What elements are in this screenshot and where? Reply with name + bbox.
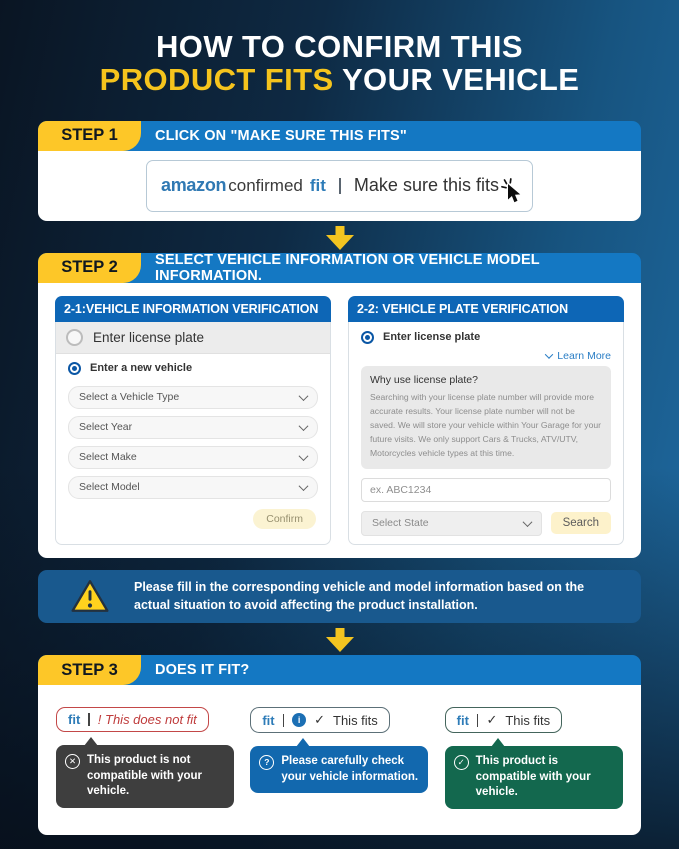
check-icon: ✓ — [314, 712, 326, 728]
fit-status-badge-error — [56, 707, 209, 732]
license-plate-info-box — [361, 366, 611, 469]
year-select[interactable] — [68, 416, 318, 439]
learn-more-label: Learn More — [557, 349, 611, 362]
step3-header — [38, 655, 641, 685]
license-plate-option-row[interactable] — [349, 322, 623, 344]
make-sure-this-fits-widget[interactable] — [146, 160, 533, 212]
chevron-down-icon — [299, 481, 309, 491]
warning-triangle-icon — [70, 578, 110, 614]
make-select[interactable] — [68, 446, 318, 469]
tooltip-not-compatible — [56, 745, 234, 808]
license-plate-option-label: Enter license plate — [383, 331, 481, 344]
fit-status-badge-success — [445, 707, 562, 733]
new-vehicle-option-row[interactable] — [56, 354, 330, 379]
model-select-value: Select Model — [79, 481, 140, 494]
divider — [88, 713, 90, 726]
confirm-row — [70, 509, 316, 529]
step2-card — [38, 253, 641, 558]
step1-card — [38, 121, 641, 221]
warning-text: Please fill in the corresponding vehicle and model information based on the actual situation to avoid affecting the product installation. — [134, 579, 585, 613]
radio-selected-icon[interactable] — [68, 362, 81, 375]
fit-label: fit — [456, 712, 469, 728]
warning-note — [38, 570, 641, 624]
status-text-fits: This fits — [333, 712, 378, 728]
divider — [339, 178, 341, 194]
search-button[interactable]: Search — [551, 512, 611, 534]
new-vehicle-option-label: Enter a new vehicle — [90, 362, 193, 375]
fit-label: fit — [68, 712, 81, 728]
cursor-click-icon — [501, 178, 524, 210]
model-select[interactable] — [68, 476, 318, 499]
tooltip-text: This product is compatible with your vehicle. — [475, 755, 591, 799]
state-row — [361, 511, 611, 536]
down-arrow-icon — [326, 628, 354, 652]
step3-card — [38, 655, 641, 835]
info-box-title: Why use license plate? — [370, 373, 478, 386]
info-box-text: Searching with your license plate number will provide more accurate results. Your license plate number will not be saved. We will store your vehicle within Your Garage for your future visits. We only support Cars & Trucks, ATV/UTV, Motorcycles vehicle types at this time. — [370, 391, 602, 458]
divider — [477, 714, 479, 727]
divider — [283, 714, 285, 727]
confirmed-label: confirmed — [228, 175, 303, 195]
status-text-error: ! This does not fit — [97, 712, 197, 728]
confirm-button[interactable]: Confirm — [253, 509, 316, 529]
vehicle-plate-panel — [348, 296, 624, 545]
step1-header — [38, 121, 641, 151]
title-highlight: PRODUCT FITS — [99, 62, 334, 98]
fit-status-badge-info — [250, 707, 389, 733]
make-select-value: Select Make — [79, 451, 137, 464]
vehicle-information-panel — [55, 296, 331, 545]
tooltip-check-info — [250, 746, 428, 793]
step2-badge: STEP 2 — [38, 253, 141, 283]
tooltip-compatible — [445, 746, 623, 809]
state-select[interactable] — [361, 511, 542, 536]
circle-check-icon: ✓ — [454, 755, 469, 770]
title-rest: YOUR VEHICLE — [333, 62, 580, 98]
radio-selected-icon[interactable] — [361, 331, 374, 344]
panel1-body — [55, 322, 331, 545]
learn-more-link[interactable] — [361, 350, 611, 362]
year-select-value: Select Year — [79, 421, 133, 434]
vehicle-type-select-value: Select a Vehicle Type — [79, 391, 180, 404]
title-line2 — [0, 63, 679, 96]
license-plate-option-row[interactable] — [56, 322, 330, 354]
fit-label: fit — [309, 175, 326, 195]
panel2-title: 2-2: VEHICLE PLATE VERIFICATION — [348, 296, 624, 322]
status-text-fits: This fits — [505, 712, 551, 728]
step3-heading: DOES IT FIT? — [155, 662, 250, 679]
license-plate-option-label: Enter license plate — [93, 329, 205, 345]
down-arrow-icon — [326, 226, 354, 250]
step2-body — [38, 283, 641, 558]
circle-question-icon: ? — [259, 755, 274, 770]
page-title — [0, 0, 679, 97]
license-plate-input[interactable] — [361, 478, 611, 502]
amazon-logo: amazon — [161, 175, 227, 196]
check-icon: ✓ — [486, 712, 498, 728]
step3-badge: STEP 3 — [38, 655, 141, 685]
step2-header — [38, 253, 641, 283]
chevron-down-icon — [299, 421, 309, 431]
step1-body — [38, 151, 641, 221]
case-check-info — [250, 707, 428, 809]
fit-label: fit — [262, 712, 275, 728]
case-does-not-fit — [56, 707, 234, 809]
title-line1: HOW TO CONFIRM THIS — [156, 29, 523, 64]
make-sure-this-fits-link[interactable]: Make sure this fits — [353, 175, 499, 196]
step3-body — [38, 685, 641, 835]
radio-unselected-icon[interactable] — [66, 329, 83, 346]
tooltip-text: Please carefully check your vehicle information. — [281, 755, 419, 783]
info-icon: i — [292, 713, 306, 727]
chevron-down-icon — [545, 350, 553, 358]
tooltip-text: This product is not compatible with your vehicle. — [87, 754, 203, 798]
chevron-down-icon — [522, 517, 532, 527]
panel2-body — [348, 322, 624, 545]
step2-heading: SELECT VEHICLE INFORMATION OR VEHICLE MODEL INFORMATION. — [155, 252, 540, 283]
circle-x-icon: ✕ — [65, 754, 80, 769]
state-select-value: Select State — [372, 517, 429, 530]
step1-heading: CLICK ON "MAKE SURE THIS FITS" — [155, 127, 407, 144]
step1-badge: STEP 1 — [38, 121, 141, 151]
case-fits — [445, 707, 623, 809]
panel1-title: 2-1:VEHICLE INFORMATION VERIFICATION — [55, 296, 331, 322]
chevron-down-icon — [299, 451, 309, 461]
chevron-down-icon — [299, 391, 309, 401]
vehicle-type-select[interactable] — [68, 386, 318, 409]
